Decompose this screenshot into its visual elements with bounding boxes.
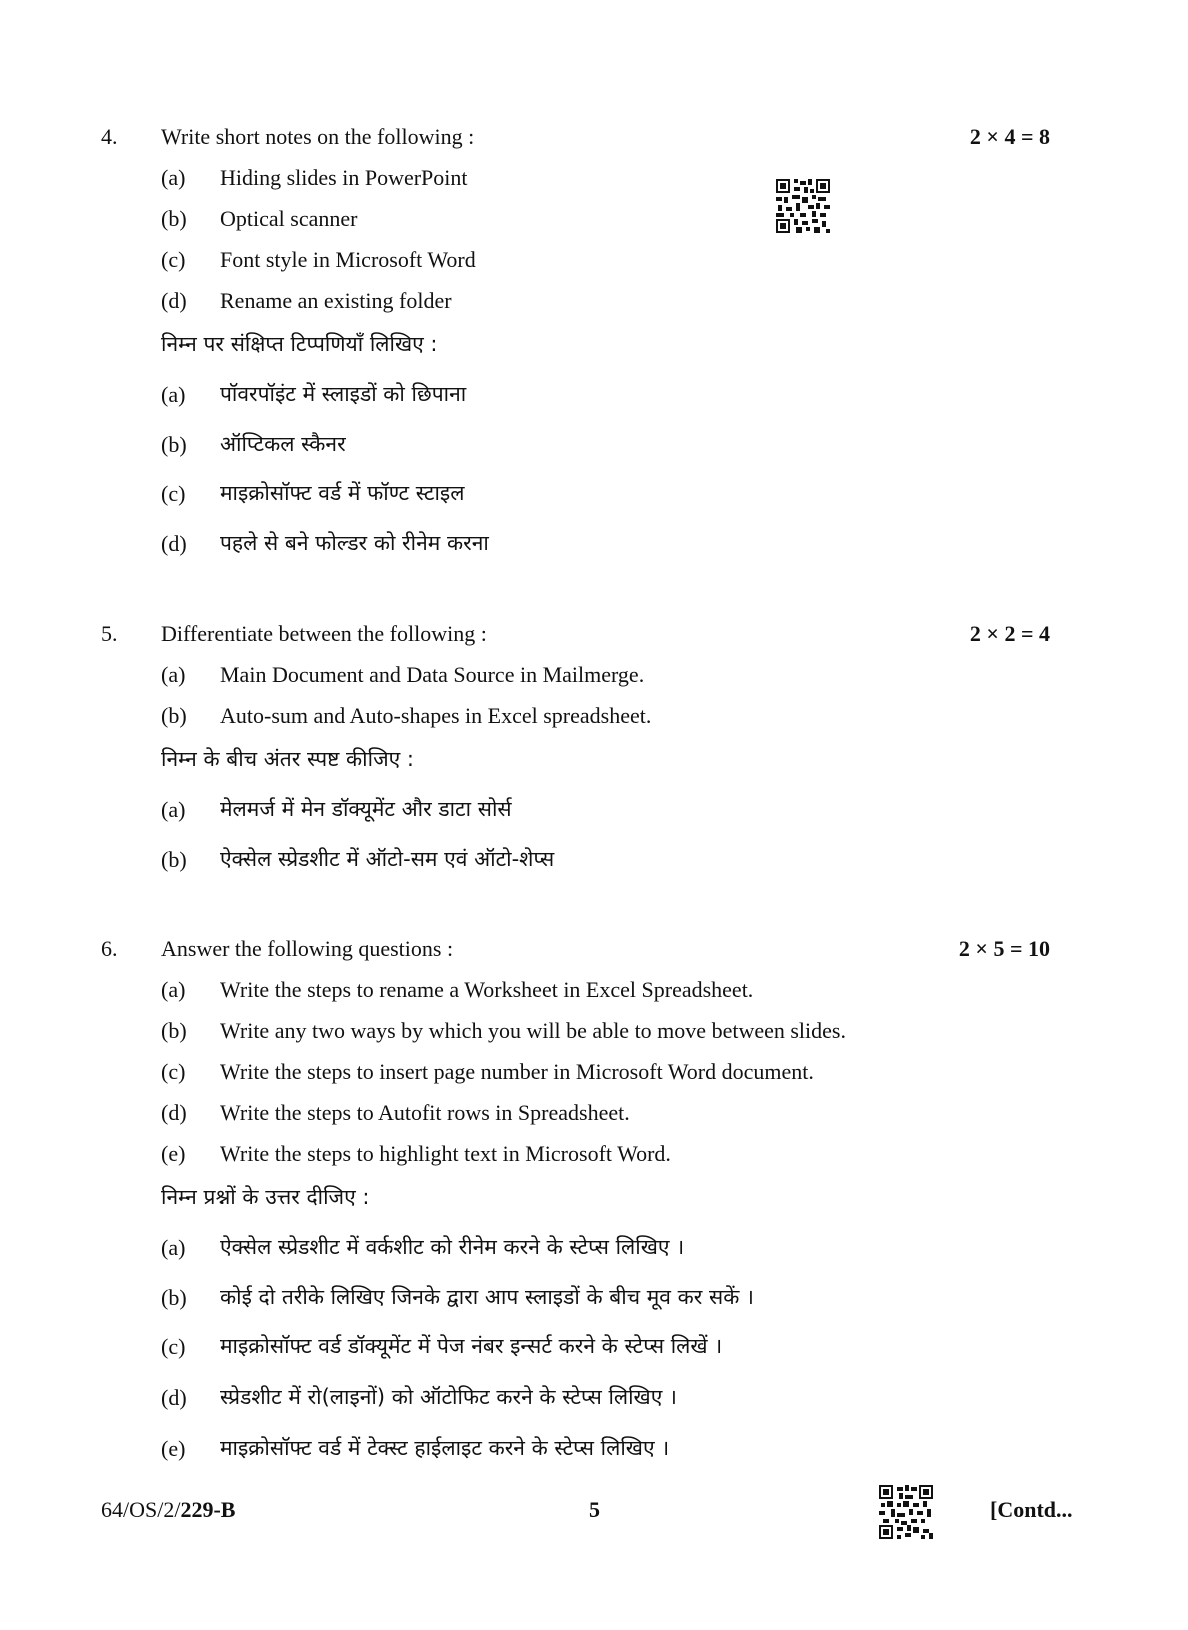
item-label: (b) [161, 703, 187, 728]
item-text: Write the steps to Autofit rows in Spreadsheet. [220, 1100, 630, 1125]
hindi-item-label: (a) [161, 1235, 186, 1260]
item-label: (a) [161, 977, 186, 1002]
qr-code-icon [776, 179, 830, 233]
item-text: Auto-sum and Auto-shapes in Excel spreadsheet. [220, 703, 652, 728]
paper-code-series: 229-B [180, 1497, 236, 1522]
item-text: Write the steps to insert page number in Microsoft Word document. [220, 1059, 814, 1084]
hindi-item-text: पॉवरपॉइंट में स्लाइडों को छिपाना [220, 382, 467, 406]
item-label: (d) [161, 1100, 187, 1125]
question-marks: 2 × 2 = 4 [969, 621, 1050, 646]
item-label: (a) [161, 662, 186, 687]
hindi-item-text: ऑप्टिकल स्कैनर [220, 432, 346, 456]
hindi-prompt: निम्न पर संक्षिप्त टिप्पणियाँ लिखिए : [161, 332, 438, 356]
question-number: 4. [101, 124, 118, 149]
hindi-item-label: (d) [161, 531, 187, 556]
paper-code [101, 1497, 235, 1523]
item-label: (c) [161, 247, 186, 272]
item-text: Write the steps to highlight text in Microsoft Word. [220, 1141, 671, 1166]
hindi-item-text: ऐक्सेल स्प्रेडशीट में वर्कशीट को रीनेम करने के स्टेप्स लिखिए । [220, 1235, 685, 1259]
hindi-item-label: (e) [161, 1436, 186, 1461]
item-text: Optical scanner [220, 206, 358, 231]
item-text: Rename an existing folder [220, 288, 452, 313]
hindi-item-text: माइक्रोसॉफ्ट वर्ड में फॉण्ट स्टाइल [220, 481, 465, 505]
hindi-item-label: (c) [161, 481, 186, 506]
qr-code-icon [879, 1485, 933, 1539]
page-number: 5 [589, 1497, 600, 1522]
question-marks: 2 × 4 = 8 [969, 124, 1050, 149]
hindi-item-text: स्प्रेडशीट में रो(लाइनों) को ऑटोफिट करने के स्टेप्स लिखिए । [220, 1385, 677, 1409]
item-label: (b) [161, 1018, 187, 1043]
hindi-item-text: पहले से बने फोल्डर को रीनेम करना [220, 531, 489, 555]
hindi-prompt: निम्न के बीच अंतर स्पष्ट कीजिए : [161, 747, 415, 771]
item-text: Font style in Microsoft Word [220, 247, 476, 272]
hindi-item-label: (b) [161, 432, 187, 457]
hindi-item-label: (a) [161, 797, 186, 822]
hindi-item-label: (d) [161, 1385, 187, 1410]
hindi-item-label: (b) [161, 847, 187, 872]
question-number: 6. [101, 936, 118, 961]
item-label: (a) [161, 165, 186, 190]
hindi-item-label: (c) [161, 1334, 186, 1359]
item-text: Write any two ways by which you will be able to move between slides. [220, 1018, 846, 1043]
hindi-item-text: माइक्रोसॉफ्ट वर्ड डॉक्यूमेंट में पेज नंबर इन्सर्ट करने के स्टेप्स लिखें । [220, 1334, 723, 1358]
question-prompt: Answer the following questions : [161, 936, 454, 961]
question-prompt: Write short notes on the following : [161, 124, 475, 149]
item-text: Main Document and Data Source in Mailmerge. [220, 662, 645, 687]
item-label: (c) [161, 1059, 186, 1084]
hindi-item-text: कोई दो तरीके लिखिए जिनके द्वारा आप स्लाइडों के बीच मूव कर सकें । [220, 1285, 754, 1309]
item-label: (d) [161, 288, 187, 313]
hindi-item-text: माइक्रोसॉफ्ट वर्ड में टेक्स्ट हाईलाइट करने के स्टेप्स लिखिए । [220, 1436, 670, 1460]
question-prompt: Differentiate between the following : [161, 621, 487, 646]
hindi-item-label: (b) [161, 1285, 187, 1310]
paper-code-prefix: 64/OS/2/ [101, 1497, 181, 1522]
item-text: Write the steps to rename a Worksheet in Excel Spreadsheet. [220, 977, 754, 1002]
item-label: (e) [161, 1141, 186, 1166]
hindi-item-label: (a) [161, 382, 186, 407]
hindi-prompt: निम्न प्रश्नों के उत्तर दीजिए : [161, 1185, 370, 1209]
hindi-item-text: मेलमर्ज में मेन डॉक्यूमेंट और डाटा सोर्स [220, 797, 512, 821]
question-marks: 2 × 5 = 10 [958, 936, 1050, 961]
continued-marker: [Contd... [990, 1497, 1073, 1522]
item-text: Hiding slides in PowerPoint [220, 165, 468, 190]
item-label: (b) [161, 206, 187, 231]
question-number: 5. [101, 621, 118, 646]
hindi-item-text: ऐक्सेल स्प्रेडशीट में ऑटो-सम एवं ऑटो-शेप्स [220, 847, 555, 871]
